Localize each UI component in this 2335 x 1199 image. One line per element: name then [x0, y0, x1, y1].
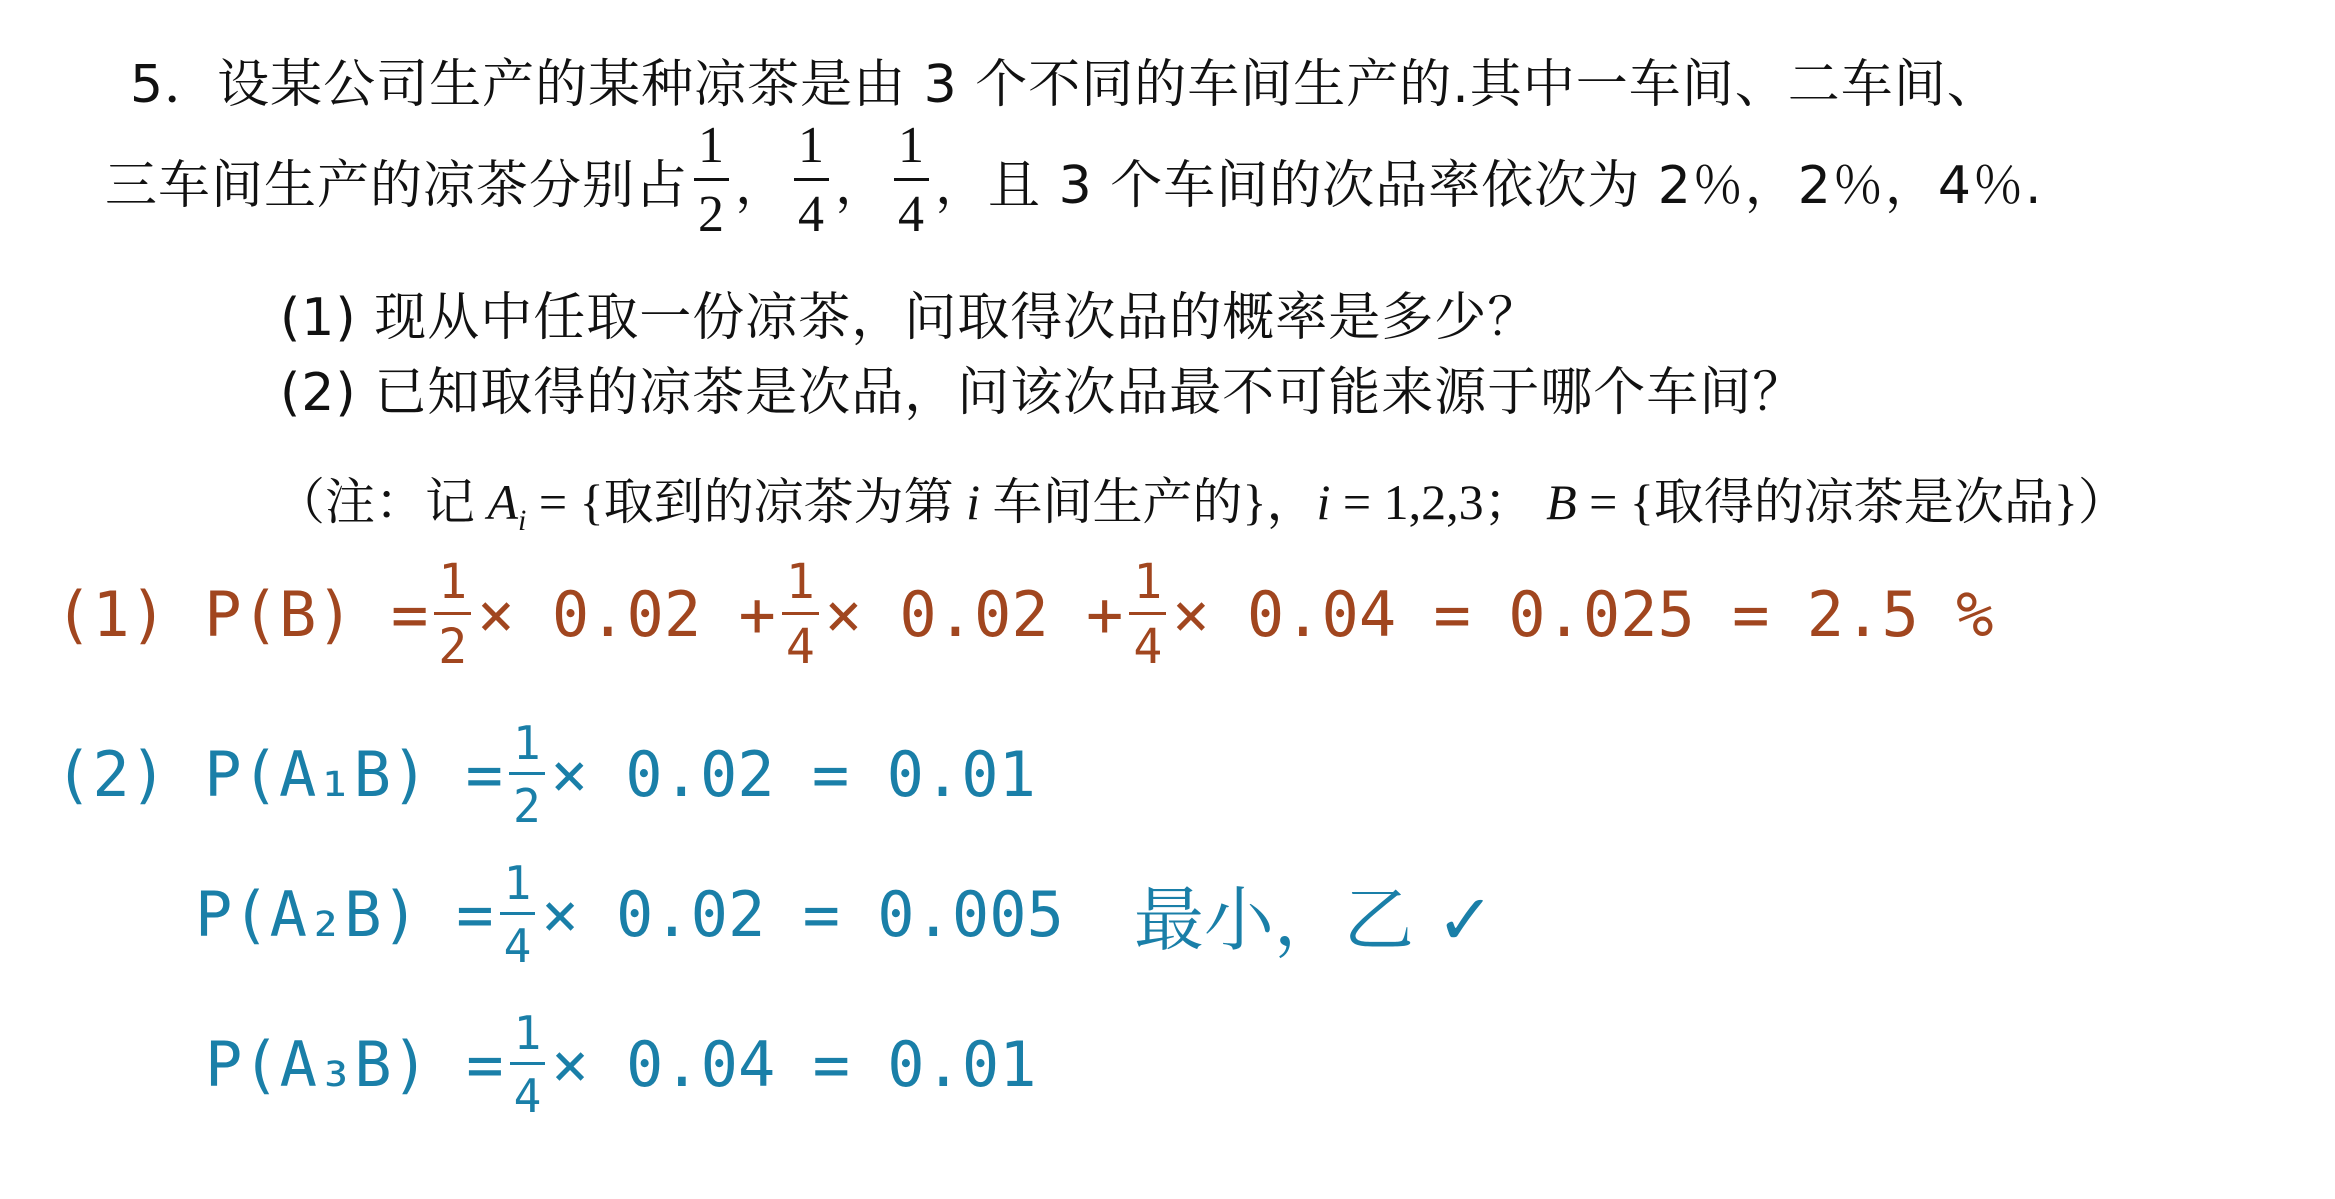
problem-line-2 — [105, 117, 2043, 243]
hw-fraction: $\frac{1}{4}$ — [1129, 558, 1166, 671]
hw-fraction: $\frac{1}{4}$ — [782, 558, 819, 671]
problem-note: （注：记 $A_i$ = {取到的凉茶为第 i 车间生产的}，i = 1,2,3； B = {取得的凉茶是次品}） — [275, 474, 2128, 537]
problem-text-2-suffix: ，且 3 个车间的次品率依次为 2％，2％，4％. — [935, 156, 2043, 216]
separator: ， — [735, 156, 789, 216]
handwritten-answer-3: P(A₂B) = $\frac{1}{4}$ × 0.02 = 0.005 最小，乙 ✓ — [195, 856, 1495, 973]
hw-fraction: $\frac{1}{2}$ — [434, 558, 471, 671]
hw-conclusion: 最小，乙 ✓ — [1133, 879, 1495, 961]
separator: ， — [835, 156, 889, 216]
problem-text-2-prefix: 三车间生产的凉茶分别占 — [105, 156, 689, 216]
hw-fraction: $\frac{1}{2}$ — [509, 720, 545, 829]
problem-line-1 — [130, 42, 2000, 117]
question-1-text: (1) 现从中任取一份凉茶，问取得次品的概率是多少？ — [280, 288, 1541, 348]
handwritten-answer-2: (2) P(A₁B) = $\frac{1}{2}$ × 0.02 = 0.01 — [55, 716, 1036, 833]
hw-fraction: $\frac{1}{4}$ — [510, 1010, 546, 1119]
fraction-quarter-1: $\frac{1}{4}$ — [794, 120, 829, 241]
question-1 — [280, 275, 1540, 350]
handwritten-answer-1: (1) P(B) = $\frac{1}{2}$ × 0.02 + $\frac{1}{4}$ × 0.02 + $\frac{1}{4}$ × 0.04 = 0.025 = 2.5 % — [55, 554, 1994, 675]
fraction-quarter-2: $\frac{1}{4}$ — [894, 120, 929, 241]
fraction-half: $\frac{1}{2}$ — [694, 120, 729, 241]
handwritten-answer-4: P(A₃B) = $\frac{1}{4}$ × 0.04 = 0.01 — [205, 1006, 1037, 1123]
question-2 — [280, 350, 1805, 425]
hw-fraction: $\frac{1}{4}$ — [500, 860, 536, 969]
question-2-text: (2) 已知取得的凉茶是次品，问该次品最不可能来源于哪个车间？ — [280, 363, 1806, 423]
problem-text-1: 5．设某公司生产的某种凉茶是由 3 个不同的车间生产的.其中一车间、二车间、 — [130, 55, 2000, 115]
